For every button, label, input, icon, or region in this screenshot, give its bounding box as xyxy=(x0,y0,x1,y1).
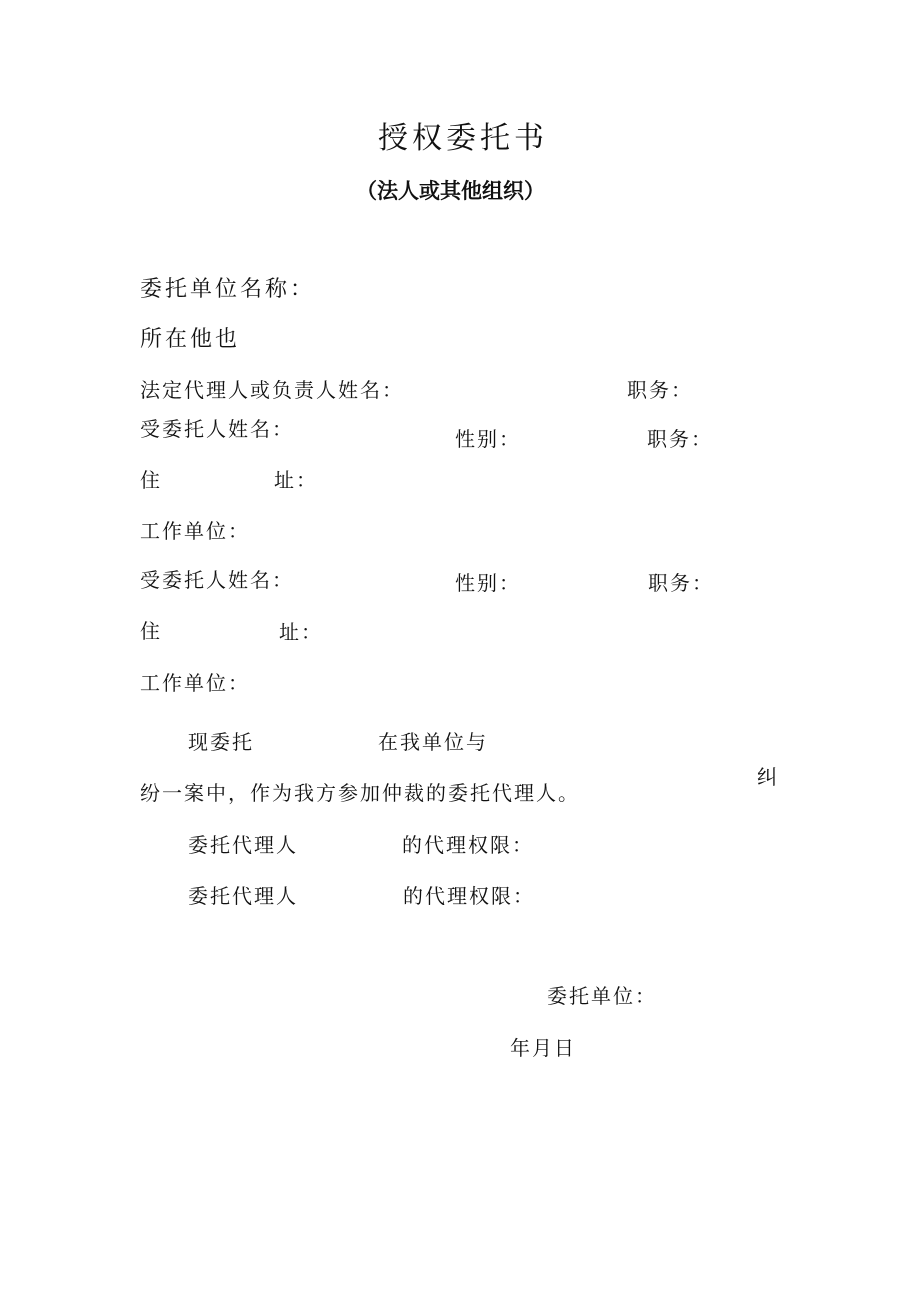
agent2-address-label-a: 住 xyxy=(140,619,162,643)
authority1-label-b: 的代理权限： xyxy=(402,833,534,857)
body-text-part1: 现委托 xyxy=(188,730,254,754)
agent1-gender-label: 性别： xyxy=(455,427,521,451)
agent1-workplace-label: 工作单位： xyxy=(140,519,250,543)
agent1-address-label-b: 址： xyxy=(274,468,318,492)
document-subtitle: （法人或其他组织） xyxy=(356,179,545,203)
signature-client-unit-label: 委托单位： xyxy=(547,984,657,1008)
body-text-part2: 在我单位与 xyxy=(378,730,488,754)
agent1-name-label: 受委托人姓名： xyxy=(140,417,294,441)
agent1-address-label-a: 住 xyxy=(140,468,162,492)
body-text-line2: 纷一案中，作为我方参加仲裁的委托代理人。 xyxy=(140,781,580,805)
agent2-gender-label: 性别： xyxy=(455,571,521,595)
location-label: 所在他也 xyxy=(140,327,241,352)
agent1-position-label: 职务： xyxy=(647,427,713,451)
authority2-label-a: 委托代理人 xyxy=(188,884,298,908)
agent2-position-label: 职务： xyxy=(648,571,714,595)
agent2-address-label-b: 址： xyxy=(279,620,323,644)
document-title: 授权委托书 xyxy=(378,121,548,156)
client-unit-name-label: 委托单位名称： xyxy=(140,277,316,302)
agent2-workplace-label: 工作单位： xyxy=(140,671,250,695)
authority1-label-a: 委托代理人 xyxy=(188,833,298,857)
legal-rep-position-label: 职务： xyxy=(627,378,693,402)
body-text-part3: 纠 xyxy=(757,765,779,789)
legal-rep-name-label: 法定代理人或负责人姓名： xyxy=(140,378,404,402)
authority2-label-b: 的代理权限： xyxy=(403,884,535,908)
signature-date-label: 年月日 xyxy=(510,1036,576,1060)
agent2-name-label: 受委托人姓名： xyxy=(140,568,294,592)
